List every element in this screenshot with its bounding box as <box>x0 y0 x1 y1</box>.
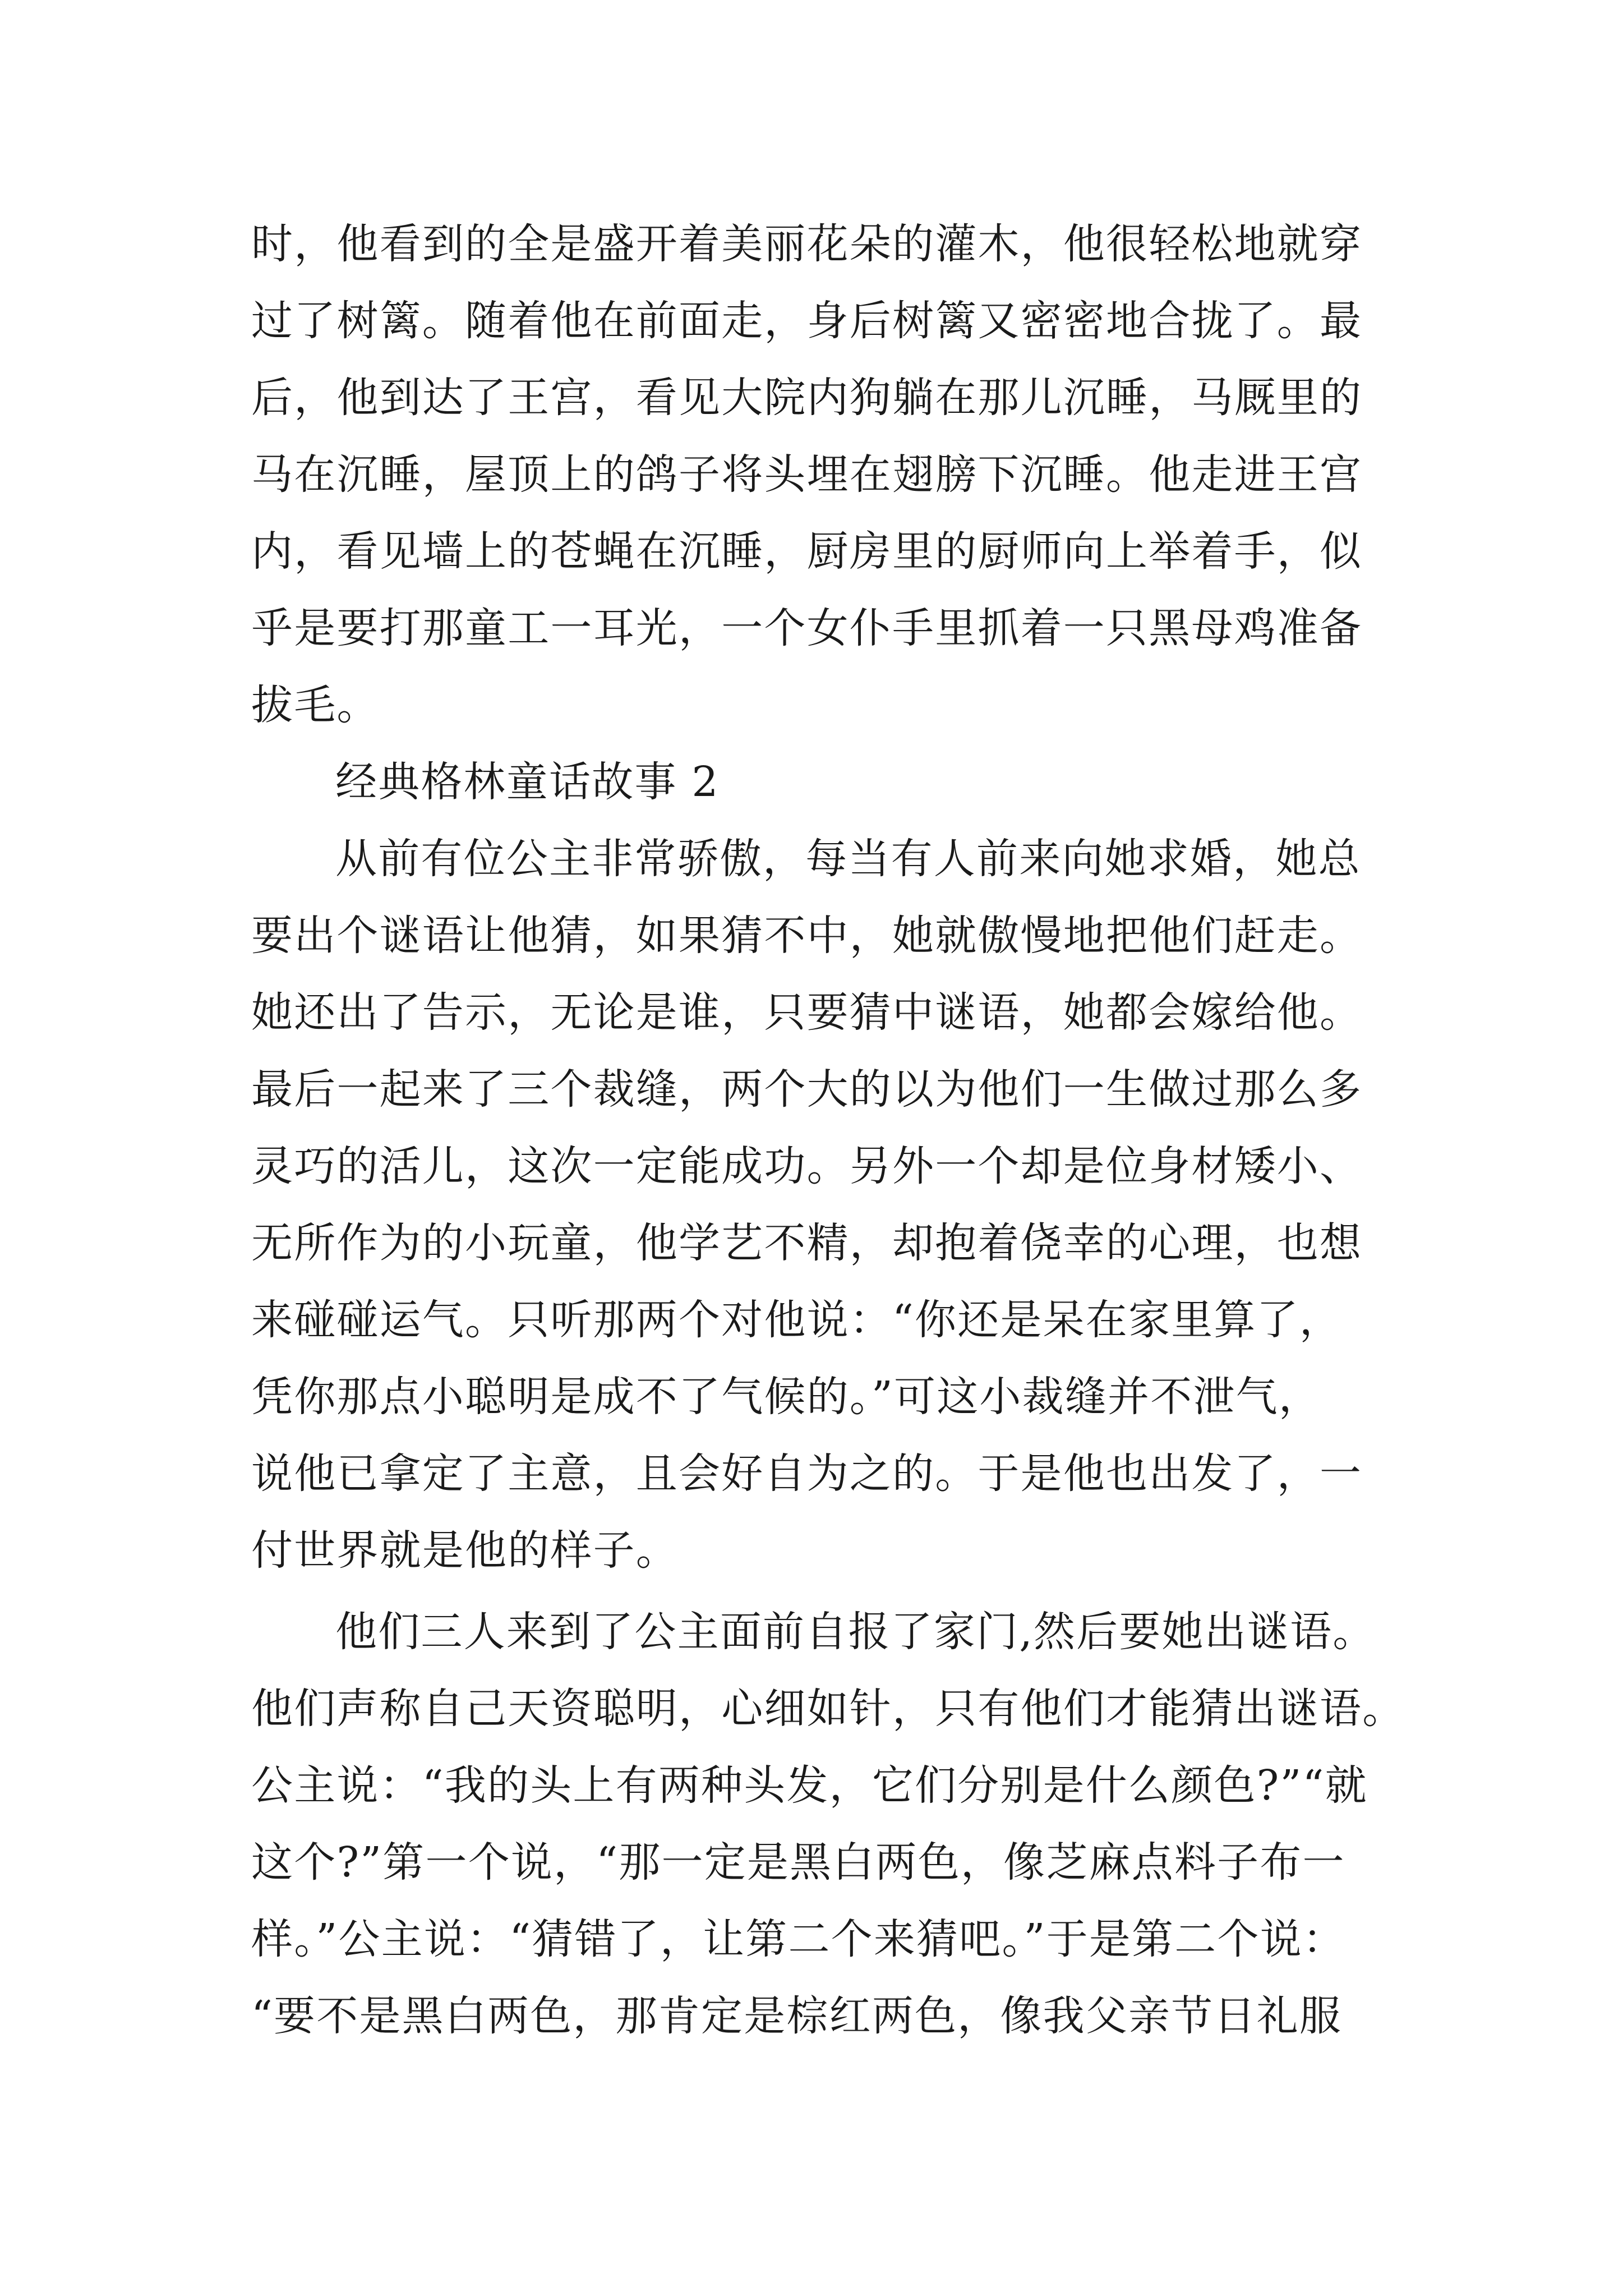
paragraph-line: 他们三人来到了公主面前自报了家门,然后要她出谜语。 <box>335 1608 1376 1656</box>
paragraph-line: 最后一起来了三个裁缝，两个大的以为他们一生做过那么多 <box>251 1065 1363 1114</box>
paragraph-line: 时，他看到的全是盛开着美丽花朵的灌木，他很轻松地就穿 <box>251 220 1363 268</box>
paragraph-line: 这个?”第一个说，“那一定是黑白两色，像芝麻点料子布一 <box>251 1838 1345 1887</box>
paragraph-line: 过了树篱。随着他在前面走，身后树篱又密密地合拢了。最 <box>251 297 1363 345</box>
paragraph-line: 内，看见墙上的苍蝇在沉睡，厨房里的厨师向上举着手，似 <box>251 527 1363 576</box>
paragraph-line: 付世界就是他的样子。 <box>251 1526 679 1575</box>
paragraph-line: 拔毛。 <box>251 681 380 729</box>
paragraph-line: 灵巧的活儿，这次一定能成功。另外一个却是位身材矮小、 <box>251 1142 1363 1190</box>
paragraph-line: 后，他到达了王宫，看见大院内狗躺在那儿沉睡，马厩里的 <box>251 374 1363 422</box>
paragraph-line: 马在沉睡，屋顶上的鸽子将头埋在翅膀下沉睡。他走进王宫 <box>251 450 1363 499</box>
paragraph-line: 乎是要打那童工一耳光，一个女仆手里抓着一只黑母鸡准备 <box>251 604 1363 652</box>
paragraph-line: 他们声称自己天资聪明，心细如针，只有他们才能猜出谜语。 <box>251 1685 1405 1733</box>
paragraph-line: 从前有位公主非常骄傲，每当有人前来向她求婚，她总 <box>335 835 1361 883</box>
paragraph-line: 样。”公主说：“猜错了，让第二个来猜吧。”于是第二个说： <box>251 1915 1346 1963</box>
section-heading: 经典格林童话故事 2 <box>335 758 720 806</box>
paragraph-line: 公主说：“我的头上有两种头发，它们分别是什么颜色?”“就 <box>251 1761 1368 1810</box>
paragraph-line: 她还出了告示，无论是谁，只要猜中谜语，她都会嫁给他。 <box>251 988 1363 1037</box>
paragraph-line: 说他已拿定了主意，且会好自为之的。于是他也出发了，一 <box>251 1450 1363 1498</box>
paragraph-line: 无所作为的小玩童，他学艺不精，却抱着侥幸的心理，也想 <box>251 1219 1363 1267</box>
paragraph-line: 要出个谜语让他猜，如果猜不中，她就傲慢地把他们赶走。 <box>251 912 1363 960</box>
paragraph-line: 来碰碰运气。只听那两个对他说：“你还是呆在家里算了， <box>251 1296 1343 1344</box>
paragraph-line: 凭你那点小聪明是成不了气候的。”可这小裁缝并不泄气， <box>251 1373 1322 1421</box>
paragraph-line: “要不是黑白两色，那肯定是棕红两色，像我父亲节日礼服 <box>251 1992 1343 2040</box>
